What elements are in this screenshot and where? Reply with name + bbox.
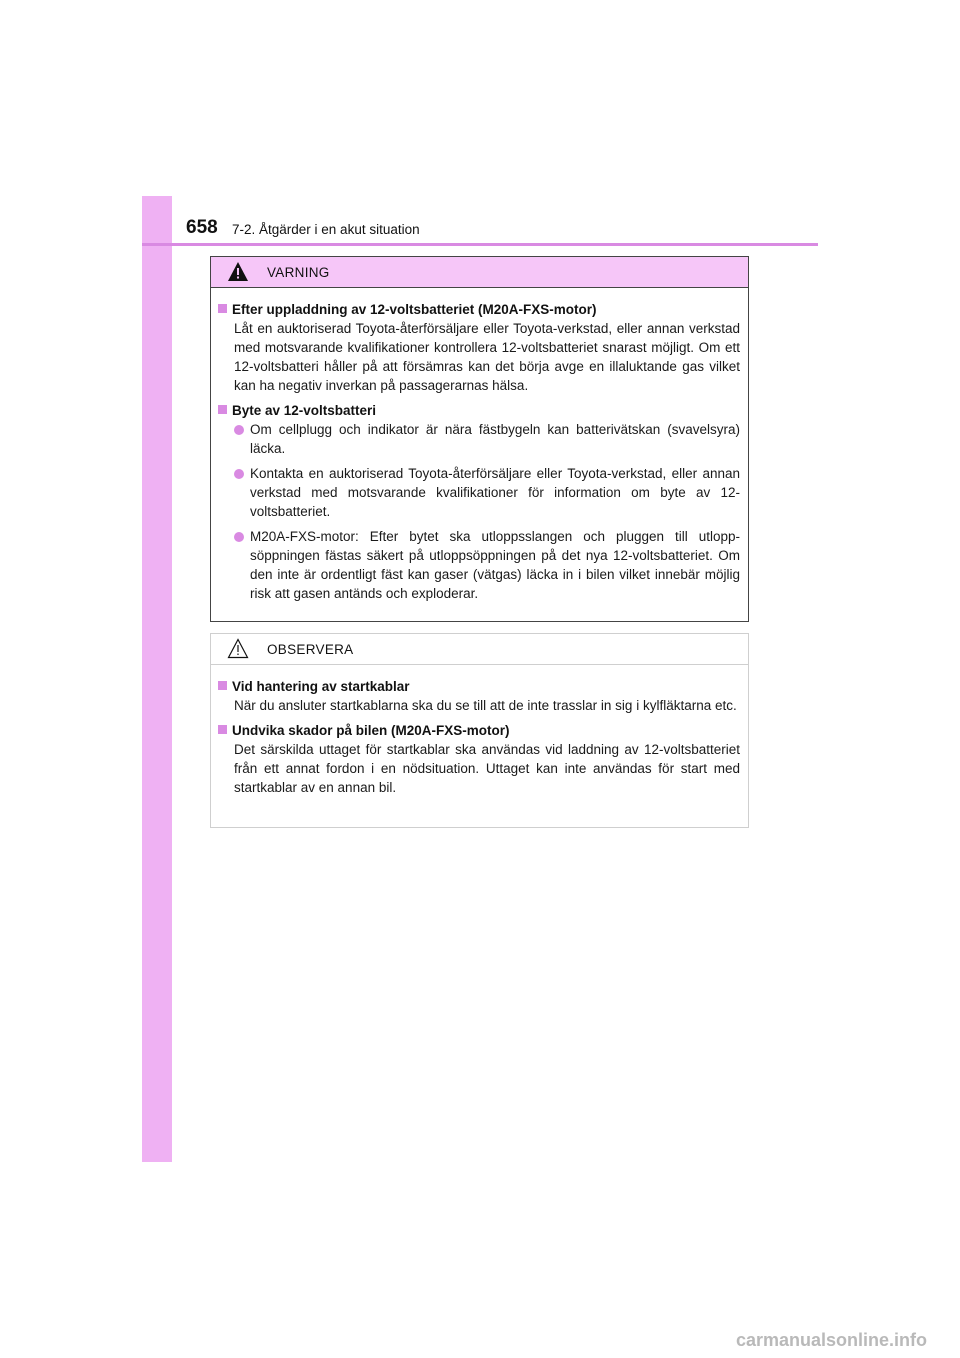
bullet-text: Kontakta en auktoriserad Toyota-återförsäljare eller Toyota-verkstad, eller annan verkstad med motsvarande kvalifikationer för information om byte av 12-voltsbatteriet. bbox=[250, 466, 740, 519]
square-bullet-icon bbox=[218, 304, 227, 313]
warning-triangle-icon bbox=[227, 261, 249, 282]
warning-item bbox=[218, 401, 740, 603]
section-title: 7-2. Åtgärder i en akut situation bbox=[232, 222, 420, 237]
bullet-text: Om cellplugg och indikator är nära fästbygeln kan batterivätskan (svavelsyra) läcka. bbox=[250, 422, 740, 456]
item-text: När du ansluter startkablarna ska du se till att de inte trasslar in sig i kylfläktarna etc. bbox=[234, 698, 737, 713]
square-bullet-icon bbox=[218, 405, 227, 414]
item-title: Byte av 12-voltsbatteri bbox=[218, 401, 740, 420]
bullet-item bbox=[218, 464, 740, 521]
warning-label: VARNING bbox=[267, 265, 330, 280]
notice-item bbox=[218, 721, 740, 797]
square-bullet-icon bbox=[218, 725, 227, 734]
round-bullet-icon bbox=[234, 469, 244, 479]
warning-body bbox=[211, 288, 748, 603]
warning-box bbox=[210, 256, 749, 622]
square-bullet-icon bbox=[218, 681, 227, 690]
bullet-text: M20A-FXS-motor: Efter bytet ska utloppsslangen och pluggen till utloppsöppningen fästas säkert på utloppsöppningen på det nya 12-voltsbatteriet. Om den inte är ordentligt fäst kan gaser (vätgas) läcka in i bilen vilket innebär möjlig risk att gasen antänds och exploderar. bbox=[250, 529, 740, 601]
header-rule bbox=[142, 243, 818, 246]
notice-box bbox=[210, 633, 749, 828]
item-title: Efter uppladdning av 12-voltsbatteriet (M20A-FXS-motor) bbox=[218, 300, 740, 319]
footer-watermark: carmanualsonline.info bbox=[736, 1330, 928, 1350]
item-text: Det särskilda uttaget för startkablar ska användas vid laddning av 12-voltsbatteriet från ett annat fordon i en nödsituation. Uttaget kan inte användas för start med startkablar av en annan bil. bbox=[234, 742, 740, 795]
item-title: Vid hantering av startkablar bbox=[218, 677, 740, 696]
caution-triangle-outline-icon bbox=[227, 638, 249, 659]
round-bullet-icon bbox=[234, 425, 244, 435]
warning-header bbox=[211, 257, 748, 288]
page-number: 658 bbox=[186, 217, 218, 238]
round-bullet-icon bbox=[234, 532, 244, 542]
notice-label: OBSERVERA bbox=[267, 642, 354, 657]
warning-item bbox=[218, 300, 740, 395]
bullet-item bbox=[218, 420, 740, 458]
item-text: Låt en auktoriserad Toyota-återförsäljare eller Toyota-verkstad, eller annan verkstad med motsvarande kvalifikationer kontrollera 12-voltsbatteriet snarast möjligt. Om ett 12-voltsbatteri håller på att försämras kan det börja avge en illaluktande gas vilket kan ha negativ inverkan på passagerarnas hälsa. bbox=[234, 321, 740, 393]
side-color-strip bbox=[142, 196, 172, 1162]
notice-item bbox=[218, 677, 740, 715]
item-title: Undvika skador på bilen (M20A-FXS-motor) bbox=[218, 721, 740, 740]
bullet-item bbox=[218, 527, 740, 603]
notice-header bbox=[211, 634, 748, 665]
notice-body bbox=[211, 665, 748, 797]
